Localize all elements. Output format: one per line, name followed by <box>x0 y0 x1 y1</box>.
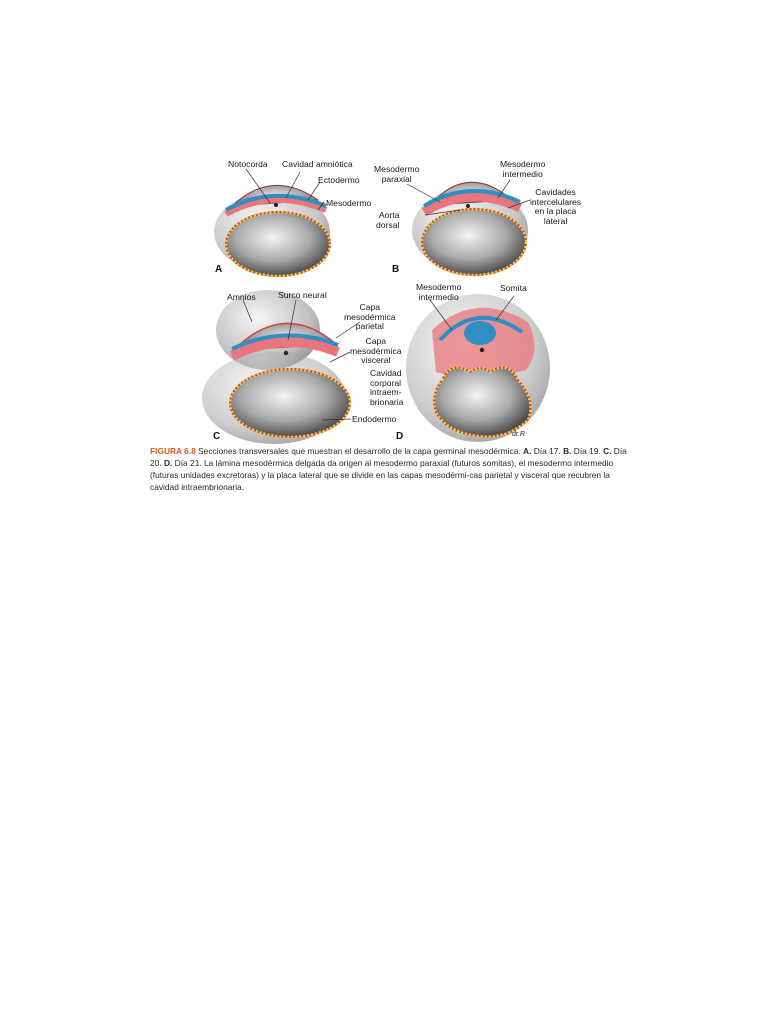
label-aorta-dorsal: Aorta dorsal <box>376 210 400 230</box>
panel-d-illustration <box>406 294 550 442</box>
figure-caption <box>150 445 630 493</box>
label-amnios: Amnios <box>227 292 256 302</box>
caption-b: B. <box>563 446 572 456</box>
label-ectodermo: Ectodermo <box>318 175 360 185</box>
panel-letter-c: C <box>213 431 221 442</box>
label-notocorda: Notocorda <box>228 159 268 169</box>
label-mesodermo-intermedio-b: Mesodermo intermedio <box>500 159 546 179</box>
caption-figure-label: FIGURA 6.8 <box>150 446 196 456</box>
panel-letter-d: D <box>396 431 404 442</box>
caption-text-4: Día 20. <box>150 446 627 468</box>
artist-signature: dr.R <box>512 431 525 438</box>
label-cavidad-corporal: Cavidad corporal intraem- brionaria <box>370 368 404 407</box>
label-cavidad-amniotica: Cavidad amniótica <box>282 159 353 169</box>
caption-d: D. <box>163 458 173 468</box>
caption-text-3: Día 19. <box>571 446 604 456</box>
caption-text-2: Día 17. <box>531 446 564 456</box>
label-mesodermo: Mesodermo <box>326 198 372 208</box>
label-mesodermo-paraxial: Mesodermo paraxial <box>374 164 420 184</box>
label-capa-parietal: Capa mesodérmica parietal <box>344 302 396 331</box>
label-surco-neural: Surco neural <box>278 290 327 300</box>
label-mesodermo-intermedio-d: Mesodermo intermedio <box>416 282 462 302</box>
label-endodermo: Endodermo <box>352 414 397 424</box>
label-capa-visceral: Capa mesodérmica visceral <box>350 336 402 365</box>
caption-text-1: Secciones transversales que muestran el desarrollo de la capa germinal mesodérmica. <box>195 446 524 456</box>
panel-c-illustration <box>202 290 350 444</box>
label-somita: Somita <box>500 283 527 293</box>
caption-c: C. <box>603 446 612 456</box>
panel-a-illustration <box>214 185 330 276</box>
caption-text-5: Día 21. La lámina mesodérmica delgada da origen al mesodermo paraxial (futuros somitas), el mesodermo intermedio (futuras unidades excretoras) y la placa lateral que se divide en las capas mesodérmi-cas parietal y visceral que recubren la cavidad intraembrionaria. <box>150 458 614 492</box>
caption-a: A. <box>523 446 532 456</box>
panel-letter-a: A <box>215 264 223 275</box>
label-cavidades-intercelulares: Cavidades intercelulares en la placa lateral <box>530 187 582 226</box>
panel-letter-b: B <box>392 264 400 275</box>
